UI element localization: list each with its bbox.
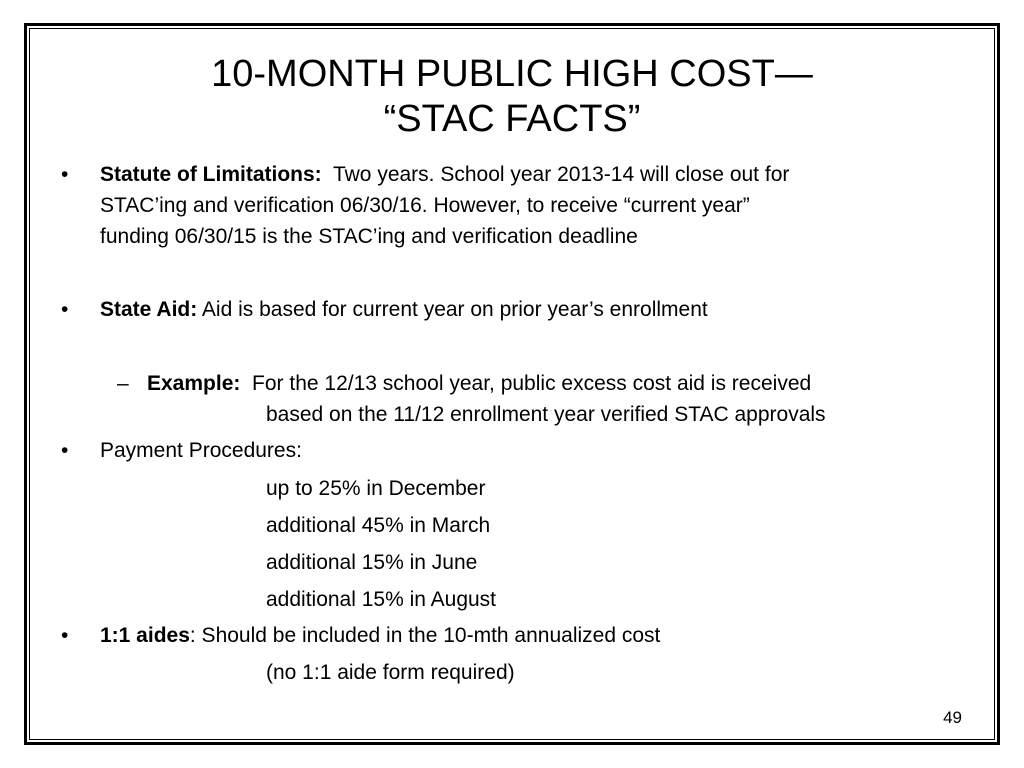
aides-line xyxy=(100,619,660,652)
dash-marker: – xyxy=(117,372,129,395)
statute-label: Statute of Limitations: xyxy=(100,163,322,186)
slide-title-line-2: “STAC FACTS” xyxy=(383,98,641,140)
example-text-1: For the 12/13 school year, public excess cost aid is received xyxy=(252,372,812,395)
payment-label: Payment Procedures: xyxy=(100,439,302,462)
aides-text: : Should be included in the 10-mth annualized cost xyxy=(189,624,661,647)
aides-label: 1:1 aides xyxy=(100,624,190,647)
statute-line-3: funding 06/30/15 is the STAC’ing and verification deadline xyxy=(100,225,638,248)
aides-note: (no 1:1 aide form required) xyxy=(266,661,515,684)
state-aid-label: State Aid: xyxy=(100,298,198,321)
statute-text-1: Two years. School year 2013-14 will close out for xyxy=(332,163,790,186)
example-line-1 xyxy=(147,367,811,400)
slide-title-line-1: 10-MONTH PUBLIC HIGH COST— xyxy=(211,53,813,95)
bullet-marker: • xyxy=(61,163,69,186)
payment-item: up to 25% in December xyxy=(266,477,486,500)
statute-line-1 xyxy=(100,158,789,191)
example-line-2: based on the 11/12 enrollment year verified STAC approvals xyxy=(266,403,826,426)
page-number: 49 xyxy=(943,708,962,727)
bullet-marker: • xyxy=(61,624,69,647)
payment-item: additional 15% in August xyxy=(266,588,497,611)
payment-item: additional 15% in June xyxy=(266,551,478,574)
state-aid-line xyxy=(100,293,708,326)
example-label: Example: xyxy=(147,372,241,395)
state-aid-text: Aid is based for current year on prior year’s enrollment xyxy=(201,298,708,321)
statute-line-2: STAC’ing and verification 06/30/16. However, to receive “current year” xyxy=(100,194,750,217)
bullet-marker: • xyxy=(61,439,69,462)
bullet-marker: • xyxy=(61,298,69,321)
payment-item: additional 45% in March xyxy=(266,514,491,537)
